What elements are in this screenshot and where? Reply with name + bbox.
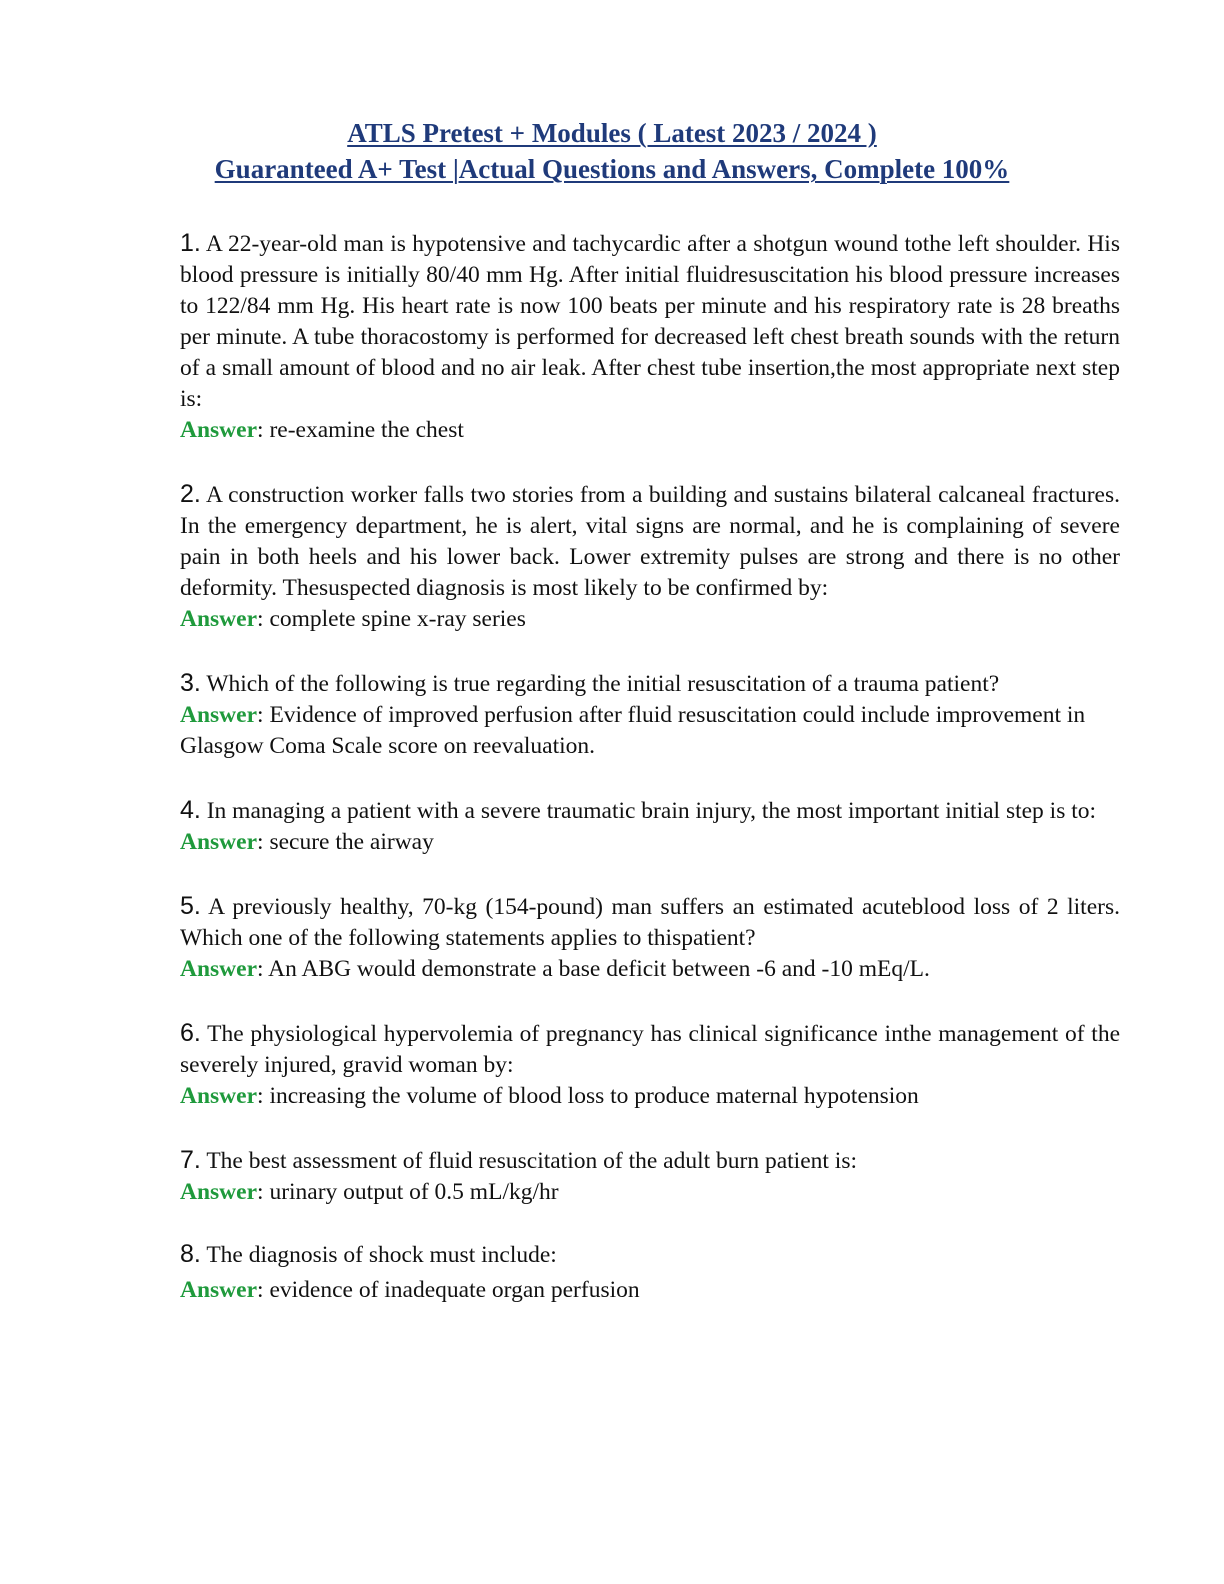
answer-text: secure the airway [269, 829, 434, 855]
answer-label: Answer [180, 417, 258, 443]
question-text: The diagnosis of shock must include: [206, 1242, 557, 1268]
answer-text: evidence of inadequate organ perfusion [269, 1277, 640, 1303]
question-item [180, 1239, 1120, 1306]
question-text: The physiological hypervolemia of pregnancy has clinical significance inthe management of the severely injured, gravid woman by: [180, 1021, 1120, 1078]
answer-label: Answer [180, 1179, 258, 1205]
question-text-block [180, 668, 1120, 700]
question-number: 1. [180, 229, 201, 257]
question-list [180, 228, 1120, 1339]
question-number: 5. [180, 892, 201, 920]
title-line-2: Guaranteed A+ Test |Actual Questions and Answers, Complete 100% [214, 154, 1010, 184]
answer-separator: : [257, 1083, 270, 1109]
question-item [180, 1145, 1120, 1208]
question-number: 4. [180, 796, 201, 824]
answer-text: An ABG would demonstrate a base deficit between -6 and -10 mEq/L. [268, 956, 930, 982]
question-text: The best assessment of fluid resuscitation of the adult burn patient is: [206, 1148, 857, 1174]
answer-line [180, 1275, 1120, 1306]
answer-line [180, 415, 1120, 446]
question-number: 3. [180, 669, 201, 697]
question-number: 2. [180, 480, 201, 508]
answer-line [180, 954, 1120, 985]
answer-line [180, 604, 1120, 635]
title-line-1: ATLS Pretest + Modules ( Latest 2023 / 2024 ) [347, 118, 877, 148]
question-text-block [180, 1145, 1120, 1177]
question-text-block [180, 1018, 1120, 1081]
question-item [180, 668, 1120, 762]
answer-line [180, 700, 1120, 762]
answer-label: Answer [180, 606, 258, 632]
question-text: A construction worker falls two stories from a building and sustains bilateral calcaneal fractures. In the emergency department, he is alert, vital signs are normal, and he is complaining of severe pain in both heels and his lower back. Lower extremity pulses are strong and there is no other deformity. Thesuspected diagnosis is most likely to be confirmed by: [180, 482, 1120, 601]
answer-line [180, 827, 1120, 858]
answer-separator: : [257, 702, 270, 728]
question-text-block [180, 479, 1120, 604]
answer-text: re-examine the chest [269, 417, 464, 443]
question-text-block [180, 228, 1120, 415]
question-text: A 22-year-old man is hypotensive and tachycardic after a shotgun wound tothe left shoulder. His blood pressure is initially 80/40 mm Hg. After initial fluidresuscitation his blood pressure increases to 122/84 mm Hg. His heart rate is now 100 beats per minute and his respiratory rate is 28 breaths per minute. A tube thoracostomy is performed for decreased left chest breath sounds with the return of a small amount of blood and no air leak. After chest tube insertion,the most appropriate next step is: [180, 231, 1120, 412]
question-text-block [180, 891, 1120, 954]
answer-line [180, 1081, 1120, 1112]
answer-separator: : [257, 1277, 270, 1303]
answer-text: increasing the volume of blood loss to produce maternal hypotension [269, 1083, 919, 1109]
question-text-block [180, 1239, 1120, 1271]
question-number: 8. [180, 1240, 201, 1268]
answer-text: urinary output of 0.5 mL/kg/hr [269, 1179, 559, 1205]
answer-separator: : [257, 829, 270, 855]
answer-separator: : [257, 606, 270, 632]
question-text: A previously healthy, 70-kg (154-pound) man suffers an estimated acuteblood loss of 2 liters. Which one of the following statements applies to thispatient? [180, 894, 1120, 951]
question-item [180, 479, 1120, 635]
answer-label: Answer [180, 956, 258, 982]
question-item [180, 228, 1120, 446]
question-number: 7. [180, 1146, 201, 1174]
answer-label: Answer [180, 1277, 258, 1303]
answer-label: Answer [180, 829, 258, 855]
question-item [180, 1018, 1120, 1112]
question-text: Which of the following is true regarding the initial resuscitation of a trauma patient? [206, 671, 1000, 697]
document-title [0, 115, 1224, 187]
answer-separator: : [257, 417, 270, 443]
answer-separator: : [257, 956, 269, 982]
question-item [180, 891, 1120, 985]
question-text: In managing a patient with a severe traumatic brain injury, the most important initial step is to: [206, 798, 1097, 824]
question-number: 6. [180, 1019, 201, 1047]
question-item [180, 795, 1120, 858]
question-text-block [180, 795, 1120, 827]
answer-text: complete spine x-ray series [269, 606, 526, 632]
answer-label: Answer [180, 702, 258, 728]
answer-text: Evidence of improved perfusion after fluid resuscitation could include improvement in Glasgow Coma Scale score on reevaluation. [180, 702, 1086, 759]
answer-separator: : [257, 1179, 270, 1205]
answer-label: Answer [180, 1083, 258, 1109]
answer-line [180, 1177, 1120, 1208]
